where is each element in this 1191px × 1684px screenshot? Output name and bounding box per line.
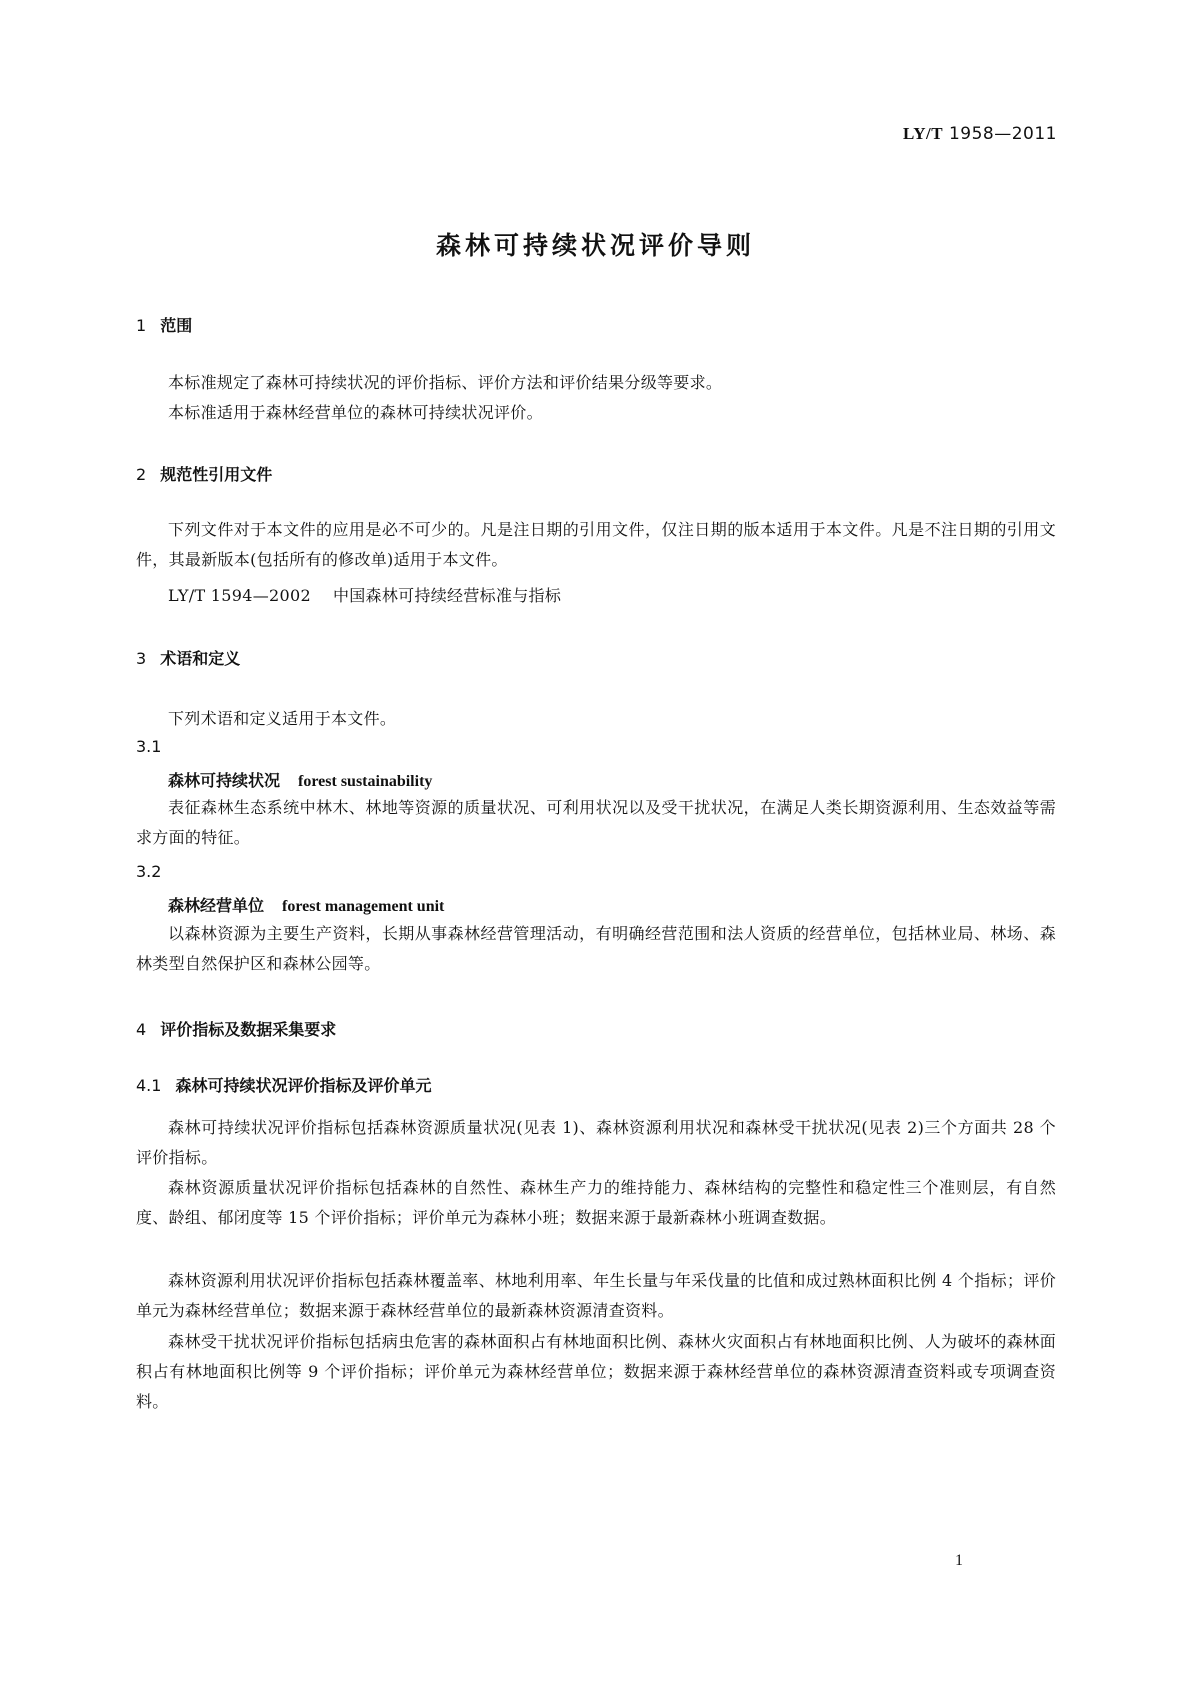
term-en: forest management unit: [282, 898, 445, 915]
page-number: 1: [955, 1552, 963, 1569]
section-number: 1: [136, 316, 147, 335]
subsection-title: 森林可持续状况评价指标及评价单元: [175, 1076, 432, 1095]
reference-code: LY/T 1594—2002: [168, 586, 311, 605]
paragraph: 森林可持续状况评价指标包括森林资源质量状况(见表 1)、森林资源利用状况和森林受干扰状况(见表 2)三个方面共 28 个评价指标。: [136, 1118, 1056, 1167]
section-number: 4: [136, 1020, 147, 1039]
section-4-heading: [136, 1017, 336, 1040]
section-2-heading: [136, 462, 272, 485]
reference-title: 中国森林可持续经营标准与指标: [332, 586, 562, 605]
section-number: 3: [136, 649, 147, 668]
section-title: 规范性引用文件: [160, 465, 273, 484]
standard-code: [903, 124, 1057, 144]
term-definition: 表征森林生态系统中林木、林地等资源的质量状况、可利用状况以及受干扰状况，在满足人类长期资源利用、生态效益等需求方面的特征。: [136, 798, 1056, 847]
term-name: [168, 768, 432, 791]
paragraph: 下列术语和定义适用于本文件。: [168, 709, 397, 728]
paragraph: 森林受干扰状况评价指标包括病虫危害的森林面积占有林地面积比例、森林火灾面积占有林地面积比例、人为破坏的森林面积占有林地面积比例等 9 个评价指标；评价单元为森林经营单位；数据来源于森林经营单位的森林资源清查资料或专项调查资料。: [136, 1332, 1056, 1411]
section-title: 术语和定义: [160, 649, 241, 668]
section-title: 评价指标及数据采集要求: [160, 1020, 337, 1039]
section-number: 2: [136, 465, 147, 484]
term-number: 3.1: [136, 737, 162, 756]
section-title: 范围: [160, 316, 193, 335]
term-number: 3.2: [136, 862, 162, 881]
paragraph: 森林资源质量状况评价指标包括森林的自然性、森林生产力的维持能力、森林结构的完整性和稳定性三个准则层，有自然度、龄组、郁闭度等 15 个评价指标；评价单元为森林小班；数据来源于最新森林小班调查数据。: [136, 1178, 1056, 1227]
reference-item: [168, 583, 561, 606]
subsection-4-1-heading: [136, 1073, 431, 1096]
term-en: forest sustainability: [298, 773, 433, 790]
section-1-heading: [136, 313, 192, 336]
term-zh: 森林经营单位: [168, 896, 265, 915]
paragraph: 本标准规定了森林可持续状况的评价指标、评价方法和评价结果分级等要求。: [168, 373, 723, 392]
subsection-number: 4.1: [136, 1076, 162, 1095]
standard-number: 1958—2011: [948, 124, 1057, 144]
paragraph: 森林资源利用状况评价指标包括森林覆盖率、林地利用率、年生长量与年采伐量的比值和成过熟林面积比例 4 个指标；评价单元为森林经营单位；数据来源于森林经营单位的最新森林资源清查资料。: [136, 1271, 1056, 1320]
standard-prefix: LY/T: [902, 124, 944, 143]
section-3-heading: [136, 646, 240, 669]
term-definition: 以森林资源为主要生产资料，长期从事森林经营管理活动，有明确经营范围和法人资质的经营单位，包括林业局、林场、森林类型自然保护区和森林公园等。: [136, 924, 1056, 973]
term-zh: 森林可持续状况: [168, 771, 281, 790]
document-title: 森林可持续状况评价导则: [435, 231, 755, 260]
term-name: [168, 893, 444, 916]
paragraph: 本标准适用于森林经营单位的森林可持续状况评价。: [168, 403, 543, 422]
paragraph: 下列文件对于本文件的应用是必不可少的。凡是注日期的引用文件，仅注日期的版本适用于本文件。凡是不注日期的引用文件，其最新版本(包括所有的修改单)适用于本文件。: [136, 520, 1056, 569]
